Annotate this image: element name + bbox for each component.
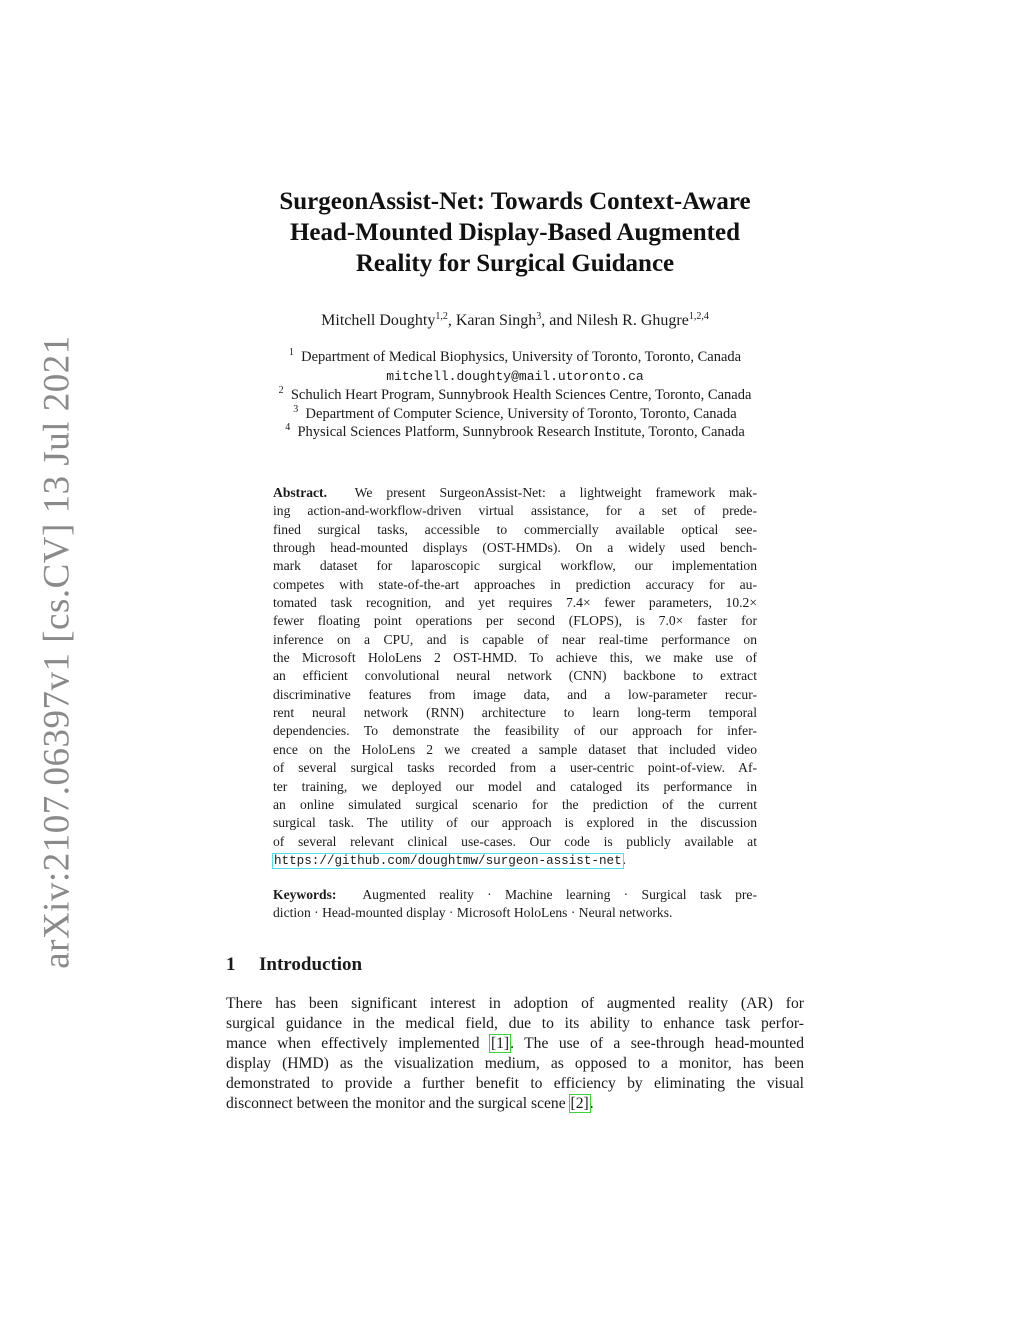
affiliation-text: Department of Medical Biophysics, University of Toronto, Toronto, Canada [301,349,742,365]
code-repository-link[interactable]: https://github.com/doughtmw/surgeon-assist-net [274,853,622,868]
section-number: 1 [226,954,236,975]
paragraph-line [226,1094,804,1114]
abstract-line: dependencies. To demonstrate the feasibility of our approach for infer- [273,723,757,739]
abstract-line: through head-mounted displays (OST-HMDs). On a widely used bench- [273,540,757,556]
paragraph-line: display (HMD) as the visualization medium, as opposed to a monitor, has been [226,1055,804,1073]
title-line: SurgeonAssist-Net: Towards Context-Aware [279,188,751,215]
affiliation-marker: 4 [285,422,291,434]
title-line: Head-Mounted Display-Based Augmented [289,219,741,246]
keywords-line [273,886,757,904]
affiliation-item [180,405,850,424]
abstract-line: fined surgical tasks, accessible to commercially available optical see- [273,521,757,537]
affiliation-text: Physical Sciences Platform, Sunnybrook Research Institute, Toronto, Canada [297,424,745,441]
paragraph-text: mance when effectively implemented [226,1035,490,1053]
abstract-line: ing action-and-workflow-driven virtual assistance, for a set of prede- [273,503,757,519]
abstract-line: inference on a CPU, and is capable of near real-time performance on [273,631,757,647]
affiliation-text: Department of Computer Science, University of Toronto, Toronto, Canada [305,405,737,422]
author-list [200,312,830,330]
abstract-line: the Microsoft HoloLens 2 OST-HMD. To achieve this, we make use of [273,650,757,666]
abstract-url-suffix: . [622,851,627,867]
abstract-line: an online simulated surgical scenario for the prediction of the current [273,796,757,812]
paragraph-text: . [589,1095,594,1113]
email-link[interactable]: mitchell.doughty@mail.utoronto.ca [386,368,644,384]
abstract-line: fewer floating point operations per second (FLOPS), is 7.0× faster for [273,613,757,629]
abstract-line: surgical task. The utility of our approach is explored in the discussion [273,815,757,831]
abstract [273,484,757,869]
section-title: Introduction [259,954,363,975]
affiliation-item [180,348,850,367]
abstract-line: discriminative features from image data, and a low-parameter recur- [273,686,757,702]
introduction-paragraph [226,994,804,1115]
author-name: Nilesh R. Ghugre [576,312,689,329]
affiliation-text: Schulich Heart Program, Sunnybrook Health Sciences Centre, Toronto, Canada [290,387,752,404]
paragraph-line [226,1034,804,1054]
arxiv-identifier-stamp: arXiv:2107.06397v1 [cs.CV] 13 Jul 2021 [36,335,78,969]
abstract-line: of several relevant clinical use-cases. Our code is publicly available at [273,833,757,849]
affiliation-marker: 3 [293,403,299,415]
paragraph-text: disconnect between the monitor and the surgical scene [226,1095,570,1113]
paragraph-line: There has been significant interest in adoption of augmented reality (AR) for [226,995,804,1012]
abstract-line: tomated task recognition, and yet requires 7.4× fewer parameters, 10.2× [273,595,757,611]
abstract-line: rent neural network (RNN) architecture to learn long-term temporal [273,705,757,721]
paper-title [180,186,850,279]
abstract-line [273,484,757,502]
abstract-line: of several surgical tasks recorded from a user-centric point-of-view. Af- [273,760,757,776]
affiliation-list [180,348,850,442]
author-affiliation-marker: 1,2,4 [688,311,709,322]
keywords-line: diction · Head-mounted display · Microsoft HoloLens · Neural networks. [273,905,673,921]
abstract-label: Abstract. [273,485,327,500]
abstract-line: competes with state-of-the-art approaches in prediction accuracy for au- [273,576,757,592]
author-affiliation-marker: 3 [536,311,542,322]
keywords-text: Augmented reality · Machine learning · Surgical task pre- [362,887,757,902]
citation-link[interactable]: [2] [570,1095,589,1113]
abstract-line [273,851,757,869]
affiliation-marker: 2 [278,385,284,397]
author-separator: , and [541,312,577,329]
section-heading [226,954,362,976]
abstract-line: ter training, we deployed our model and cataloged its performance in [273,778,757,794]
affiliation-item [180,423,850,442]
affiliation-email[interactable] [180,367,850,387]
abstract-line: an efficient convolutional neural network (CNN) backbone to extract [273,668,757,684]
affiliation-item [180,386,850,405]
author-name: Karan Singh [455,312,537,329]
paragraph-line: demonstrated to provide a further benefit to efficiency by eliminating the visual [226,1075,804,1093]
abstract-text: We present SurgeonAssist-Net: a lightweight framework mak- [354,485,757,500]
keywords [273,886,757,923]
author-separator: , [447,312,456,329]
keywords-label: Keywords: [273,887,337,902]
author-name: Mitchell Doughty [321,312,436,329]
affiliation-marker: 1 [288,347,294,358]
abstract-line: mark dataset for laparoscopic surgical workflow, our implementation [273,558,757,574]
paragraph-text: . The use of a see-through head-mounted [510,1035,804,1053]
author-affiliation-marker: 1,2 [435,311,448,322]
paragraph-line: surgical guidance in the medical field, due to its ability to enhance task perfor- [226,1015,804,1033]
citation-link[interactable]: [1] [490,1035,510,1053]
title-line: Reality for Surgical Guidance [355,250,675,277]
abstract-line: ence on the HoloLens 2 we created a sample dataset that included video [273,741,757,757]
